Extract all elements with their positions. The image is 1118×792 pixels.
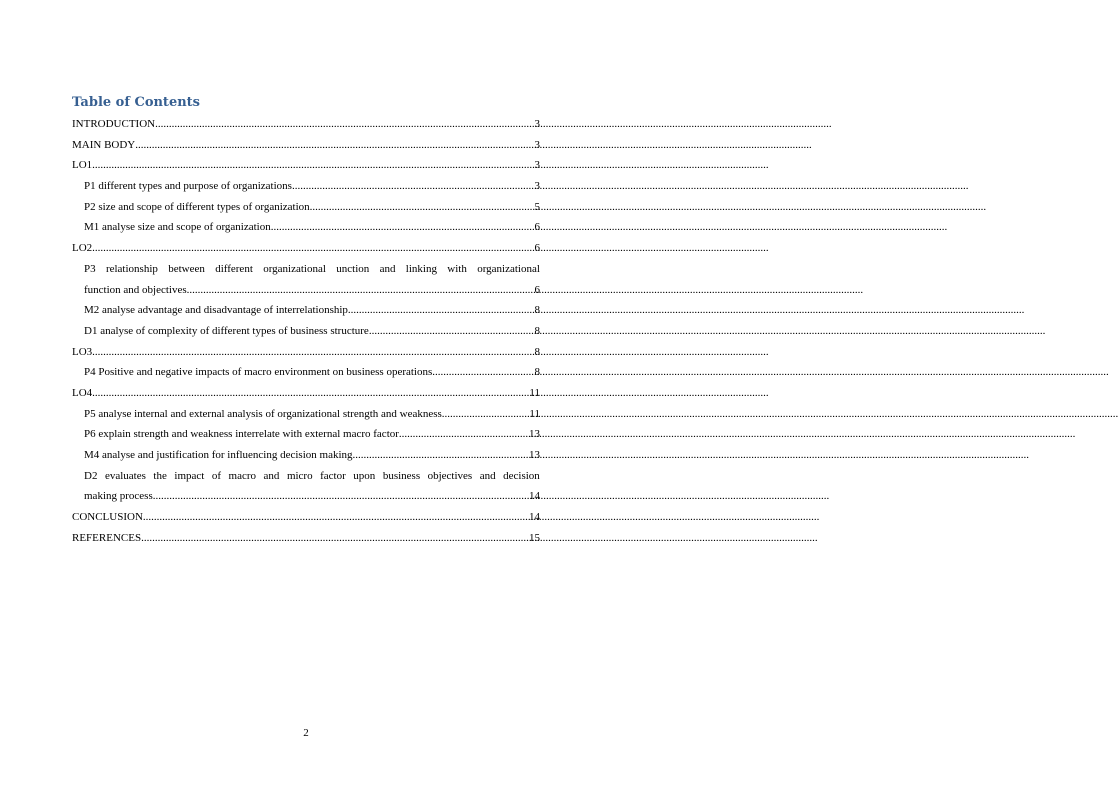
toc-entry-page: 6	[534, 283, 540, 296]
toc-leader-dots	[135, 135, 534, 156]
toc-word: business	[382, 469, 421, 482]
toc-entry-lo3[interactable]	[72, 342, 540, 363]
toc-word: and	[379, 262, 396, 275]
toc-title: Table of Contents	[72, 95, 200, 110]
toc-entry-page: 6	[534, 221, 540, 234]
toc-entry-line2	[84, 280, 540, 301]
toc-entry-p6[interactable]	[72, 424, 540, 445]
toc-word: upon	[353, 469, 376, 482]
toc-word: evaluates	[104, 469, 146, 482]
toc-leader-dots	[348, 300, 535, 321]
toc-leader-dots	[310, 197, 535, 218]
toc-word: and	[263, 469, 280, 482]
toc-word: with	[447, 262, 467, 275]
toc-entry-lo4[interactable]	[72, 383, 540, 404]
toc-entry-page: 5	[534, 200, 540, 213]
toc-word: factor	[320, 469, 346, 482]
toc-entry-page: 8	[534, 304, 540, 317]
toc-leader-dots	[141, 528, 529, 549]
toc-entry-label: LO1	[72, 159, 93, 172]
toc-word: D2	[84, 469, 98, 482]
toc-list	[72, 114, 540, 548]
toc-entry-label: P2 size and scope of different types of organization	[84, 200, 310, 213]
toc-entry-label-line1	[84, 466, 540, 487]
toc-word: organizational	[477, 262, 540, 275]
toc-entry-label: INTRODUCTION	[72, 118, 156, 130]
toc-word: unction	[336, 262, 370, 275]
toc-entry-label: P5 analyse internal and external analysis of organizational strength and weakness	[84, 407, 442, 420]
toc-entry-page: 11	[529, 407, 540, 420]
toc-entry-d1[interactable]	[72, 321, 540, 342]
toc-entry-label: P4 Positive and negative impacts of macro environment on business operations	[84, 366, 433, 379]
toc-entry-page: 3	[534, 180, 540, 193]
toc-word: P3	[84, 262, 96, 275]
toc-entry-label: M2 analyse advantage and disadvantage of interrelationship	[84, 304, 348, 317]
toc-entry-page: 13	[529, 449, 540, 461]
toc-entry-page: 8	[534, 345, 540, 358]
toc-entry-m2[interactable]	[72, 300, 540, 321]
toc-entry-label: LO2	[72, 242, 93, 255]
toc-leader-dots	[92, 238, 534, 259]
toc-entry-conclusion[interactable]	[72, 507, 540, 528]
toc-word: different	[215, 262, 253, 275]
toc-entry-page: 3	[534, 159, 540, 172]
toc-entry-p5[interactable]	[72, 404, 540, 425]
toc-word: macro	[228, 469, 257, 482]
toc-entry-label-line1	[84, 259, 540, 280]
toc-leader-dots	[153, 486, 529, 507]
toc-entry-m4[interactable]	[72, 445, 540, 466]
toc-word: linking	[405, 262, 437, 275]
toc-leader-dots	[143, 507, 529, 528]
toc-entry-label: MAIN BODY	[72, 138, 136, 151]
toc-word: the	[153, 469, 167, 482]
toc-entry-page: 3	[534, 118, 540, 130]
toc-entry-label-line2: making process	[84, 490, 153, 503]
toc-word: impact	[174, 469, 205, 482]
toc-entry-page: 11	[529, 386, 540, 399]
toc-leader-dots	[92, 155, 534, 176]
toc-leader-dots	[271, 217, 535, 238]
toc-entry-lo2[interactable]	[72, 238, 540, 259]
toc-leader-dots	[442, 404, 530, 425]
toc-entry-m1[interactable]	[72, 217, 540, 238]
toc-word: organizational	[263, 262, 326, 275]
toc-entry-references[interactable]	[72, 528, 540, 549]
toc-word: between	[168, 262, 205, 275]
toc-entry-label: CONCLUSION	[72, 511, 143, 524]
toc-entry-p1[interactable]	[72, 176, 540, 197]
toc-entry-label: P1 different types and purpose of organizations	[84, 180, 292, 193]
toc-entry-page: 6	[534, 242, 540, 255]
toc-entry-page: 8	[534, 324, 540, 337]
toc-word: relationship	[105, 262, 158, 275]
toc-word: micro	[286, 469, 313, 482]
toc-entry-page: 15	[529, 531, 540, 544]
toc-entry-lo1[interactable]	[72, 155, 540, 176]
toc-entry-page: 3	[534, 138, 540, 151]
toc-entry-introduction[interactable]	[72, 114, 540, 135]
toc-entry-label: D1 analyse of complexity of different types of business structure	[84, 324, 369, 337]
toc-entry-label: M4 analyse and justification for influencing decision making	[84, 449, 353, 461]
toc-leader-dots	[92, 383, 529, 404]
toc-entry-page: 14	[529, 490, 540, 503]
toc-entry-line2	[84, 486, 540, 507]
page-number: 2	[303, 727, 309, 739]
toc-entry-label: M1 analyse size and scope of organization	[84, 221, 271, 234]
toc-leader-dots	[399, 424, 529, 445]
toc-leader-dots	[369, 321, 535, 342]
toc-word: and	[479, 469, 496, 482]
toc-entry-label: REFERENCES	[72, 531, 142, 544]
toc-leader-dots	[155, 114, 534, 135]
toc-entry-main-body[interactable]	[72, 135, 540, 156]
toc-leader-dots	[187, 280, 535, 301]
toc-leader-dots	[92, 342, 534, 363]
toc-word: objectives	[427, 469, 473, 482]
toc-entry-label-line2: function and objectives	[84, 283, 187, 296]
toc-word: of	[211, 469, 222, 482]
toc-leader-dots	[292, 176, 535, 197]
toc-entry-p2[interactable]	[72, 197, 540, 218]
toc-entry-label: LO3	[72, 345, 93, 358]
toc-entry-p3[interactable]	[72, 259, 540, 300]
toc-entry-page: 13	[529, 428, 540, 441]
toc-entry-p4[interactable]	[72, 362, 540, 383]
toc-entry-page: 8	[534, 366, 540, 379]
toc-entry-label: LO4	[72, 386, 93, 399]
toc-leader-dots	[353, 445, 529, 466]
toc-leader-dots	[432, 362, 534, 383]
toc-entry-d2[interactable]	[72, 466, 540, 507]
toc-word: decision	[503, 469, 540, 482]
toc-entry-label: P6 explain strength and weakness interrelate with external macro factor	[84, 428, 399, 441]
toc-entry-page: 14	[529, 511, 540, 524]
